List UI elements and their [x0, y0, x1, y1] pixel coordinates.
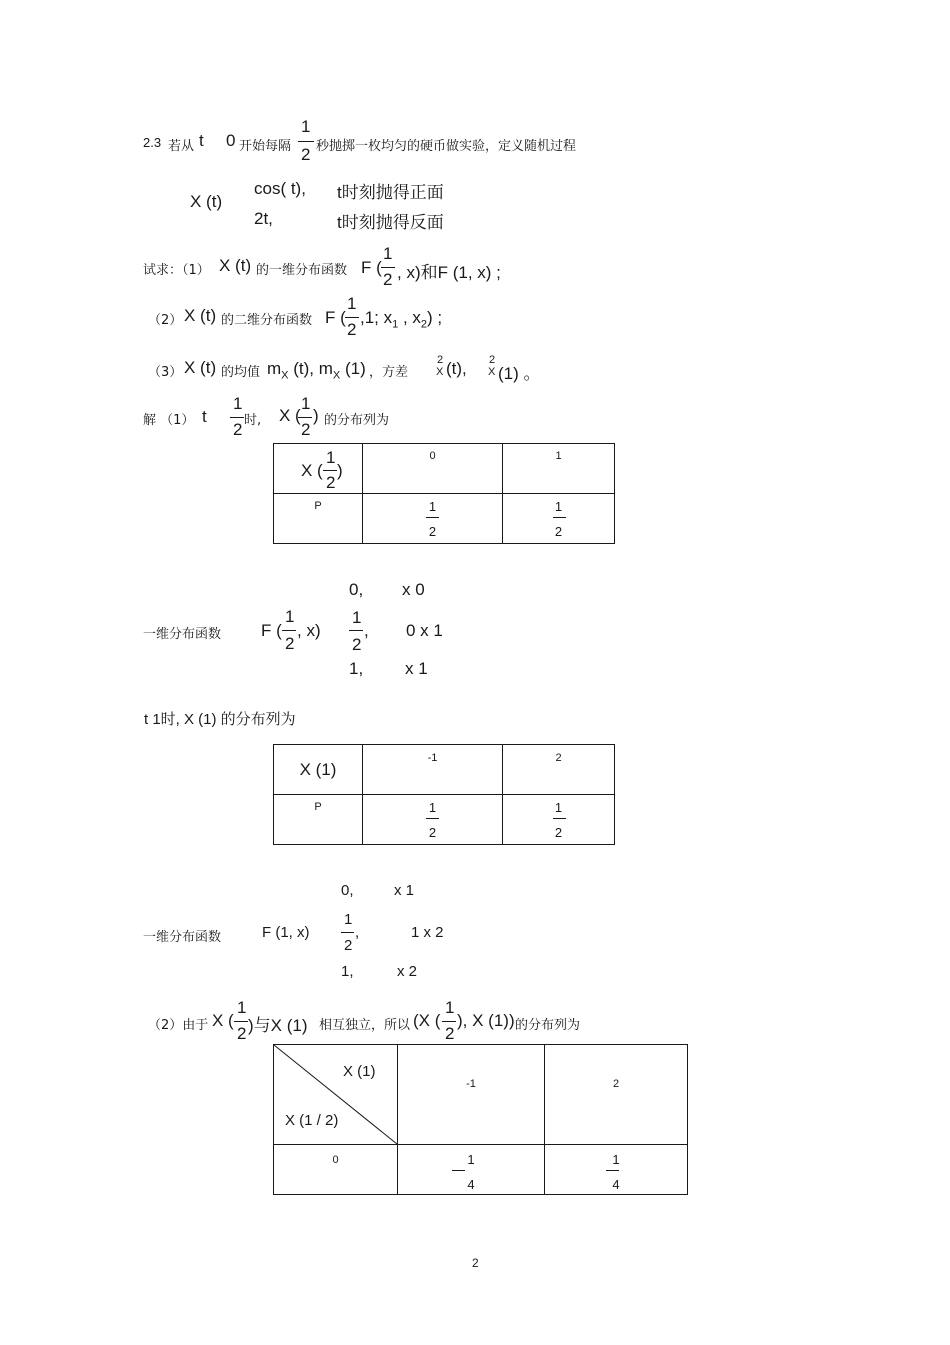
- t3-p0-bar: [452, 1170, 465, 1171]
- sol-t: t: [202, 407, 207, 426]
- symbol-zero: 0: [226, 131, 236, 150]
- q2-f-b: [360, 308, 442, 330]
- t2-p1-bar: [553, 818, 566, 819]
- table3-row-value: 0: [274, 1145, 398, 1195]
- table-dist-one: [273, 744, 615, 845]
- q3-x: X (t): [184, 358, 217, 377]
- part2-label: （2）由于: [148, 1018, 209, 1033]
- table-dist-half: [273, 443, 615, 544]
- cdf2-row3-val: 1,: [341, 963, 354, 980]
- q3-subx-1: X: [436, 366, 444, 378]
- q2-label: （2）: [148, 313, 183, 328]
- q3-text: 的均值: [221, 365, 261, 380]
- q1-half-bar: [381, 267, 395, 268]
- q3-mean: [267, 359, 366, 381]
- table2-prob-1: 1 2: [503, 795, 615, 845]
- part2-mid: )与X (1): [248, 1016, 308, 1035]
- interval-fraction-den: 2: [301, 145, 311, 164]
- q2-x: X (t): [184, 306, 217, 325]
- sol-x-half-num: 1: [301, 394, 311, 413]
- q2-half-den: 2: [347, 320, 357, 339]
- cdf2-row2-comma: ,: [355, 924, 360, 941]
- q2-half-num: 1: [347, 294, 357, 313]
- q2-sub2: 2: [420, 318, 428, 331]
- part2-x: X (: [212, 1011, 234, 1030]
- definition-row2-expr: 2t,: [254, 209, 273, 228]
- q3-label: （3）: [148, 365, 183, 380]
- cdf1-lhs-b: , x): [297, 621, 321, 640]
- definition-lhs: X (t): [190, 192, 223, 211]
- cdf2-row2-den: 2: [344, 937, 353, 954]
- cdf2-row2-cond: 1 x 2: [411, 924, 444, 941]
- table3-corner-cell: [274, 1045, 398, 1145]
- cdf1-row1-cond: x 0: [402, 580, 425, 599]
- q2-f-c: , x: [398, 308, 421, 327]
- table2-prob-0: 1 2: [363, 795, 503, 845]
- problem-intro-b: 开始每隔: [239, 139, 292, 154]
- sol-half-bar: [230, 417, 244, 418]
- part2-tail: 的分布列为: [515, 1018, 581, 1033]
- sol-x-open: X (: [279, 406, 301, 425]
- sol-x-half-den: 2: [301, 420, 311, 439]
- q1-text: 的一维分布函数: [256, 263, 348, 278]
- q2-f-d: ) ;: [427, 308, 443, 327]
- part2-pair-half-num: 1: [445, 998, 455, 1017]
- table1-prob-0: 1 2: [363, 494, 503, 544]
- q3-sup-1: 2: [437, 354, 444, 366]
- q3-m1-arg: (t), m: [288, 359, 333, 378]
- sol-dist-text: 的分布列为: [324, 413, 390, 428]
- q3-var-text: ，方差: [369, 365, 409, 380]
- table3-header-1: 2: [545, 1045, 688, 1145]
- t1-half-num: 1: [326, 448, 336, 467]
- symbol-t: t: [199, 131, 204, 150]
- q2-sub1: 1: [392, 318, 399, 331]
- cdf2-row3-cond: x 2: [397, 963, 418, 980]
- sol-time-suffix: 时,: [244, 413, 262, 428]
- sol-half-num: 1: [233, 394, 243, 413]
- q3-v2: (1) 。: [498, 364, 541, 383]
- table3-diagonal-line: [274, 1045, 397, 1144]
- cdf1-row3-val: 1,: [349, 659, 364, 678]
- q3-sub1: X: [281, 369, 289, 382]
- cdf2-row1-val: 0,: [341, 882, 354, 899]
- sol-half-den: 2: [233, 420, 243, 439]
- cdf2-row1-cond: x 1: [394, 882, 415, 899]
- q1-label: 试求：（1）: [143, 263, 210, 278]
- t1-p0-bar: [426, 517, 439, 518]
- t1-x-open: X (: [301, 461, 323, 480]
- cdf1-row3-cond: x 1: [405, 659, 428, 678]
- part2-pair-b: ), X (1)): [457, 1011, 515, 1030]
- cdf1-row1-val: 0,: [349, 580, 364, 599]
- table2-row-label: P: [274, 795, 363, 845]
- cdf1-lhs-a: F (: [261, 621, 282, 640]
- sol-x-half-bar: [298, 417, 312, 418]
- table2-header-label: X (1): [274, 745, 363, 795]
- table3-prob-1: 1 4: [545, 1145, 688, 1195]
- q3-sub2: X: [332, 369, 341, 382]
- solution-label: 解 （1）: [143, 413, 195, 428]
- table1-header-0: 0: [363, 444, 503, 494]
- part2-half-bar: [234, 1021, 248, 1022]
- problem-intro-c: 秒抛掷一枚均匀的硬币做实验，定义随机过程: [316, 139, 577, 154]
- table3-header-0: -1: [398, 1045, 545, 1145]
- part2-pair-half-den: 2: [445, 1024, 455, 1043]
- table2-header-1: 2: [503, 745, 615, 795]
- cdf1-row2-cond: 0 x 1: [406, 621, 443, 640]
- q1-half-num: 1: [383, 244, 393, 263]
- cdf1-label: 一维分布函数: [143, 627, 222, 642]
- cdf2-label: 一维分布函数: [143, 930, 222, 945]
- t1-p1-bar: [553, 517, 566, 518]
- q2-half-bar: [345, 317, 359, 318]
- q1-f1-b: , x)和F (1, x) ;: [397, 263, 501, 282]
- t1-half-den: 2: [326, 473, 336, 492]
- table3-col-label: X (1): [343, 1063, 376, 1080]
- q2-f-a: F (: [325, 308, 346, 327]
- definition-row2-cond: t时刻抛得反面: [337, 213, 444, 232]
- interval-fraction-bar: [298, 141, 314, 142]
- q1-f1-a: F (: [361, 258, 382, 277]
- q1-half-den: 2: [383, 270, 393, 289]
- cdf2-row2-bar: [341, 932, 354, 933]
- t1-x-close: ): [337, 461, 343, 480]
- cdf1-row2-num: 1: [352, 608, 362, 627]
- q2-text: 的二维分布函数: [221, 313, 313, 328]
- q3-v1: (t),: [446, 359, 467, 378]
- table3-prob-0: 1 4: [398, 1145, 545, 1195]
- table1-row-label: P: [274, 494, 363, 544]
- cdf1-half-bar: [282, 630, 296, 631]
- part2-pair-half-bar: [442, 1021, 456, 1022]
- t2-p0-bar: [426, 818, 439, 819]
- sol-x-close: ): [313, 406, 319, 425]
- table1-prob-1: 1 2: [503, 494, 615, 544]
- cdf1-half-den: 2: [285, 634, 295, 653]
- q2-f-b-text: ,1; x: [360, 308, 393, 327]
- cdf2-lhs: F (1, x): [262, 924, 310, 941]
- cdf1-row2-comma: ,: [364, 621, 369, 640]
- definition-row1-cond: t时刻抛得正面: [337, 183, 444, 202]
- problem-number: 2.3: [143, 135, 162, 150]
- cdf1-row2-bar: [349, 630, 363, 631]
- q1-x: X (t): [219, 256, 252, 275]
- part2-pair-a: (X (: [413, 1011, 441, 1030]
- part2-half-num: 1: [237, 998, 247, 1017]
- definition-row1-expr: cos( t),: [254, 179, 306, 198]
- table-joint-dist: [273, 1044, 688, 1195]
- q3-m2-arg: (1): [340, 359, 366, 378]
- cdf1-row2-den: 2: [352, 635, 362, 654]
- cdf2-row2-num: 1: [344, 911, 353, 928]
- cdf1-half-num: 1: [285, 607, 295, 626]
- table2-header-0: -1: [363, 745, 503, 795]
- t1-line: t 1时, X (1) 的分布列为: [144, 711, 296, 728]
- problem-intro-a: 若从: [168, 139, 195, 154]
- part2-text: 相互独立，所以: [319, 1018, 411, 1033]
- page-number: 2: [472, 1256, 479, 1270]
- part2-half-den: 2: [237, 1024, 247, 1043]
- interval-fraction-num: 1: [301, 117, 311, 136]
- t3-p1-bar: [606, 1170, 619, 1171]
- q3-m1: m: [267, 359, 282, 378]
- q3-sup-2: 2: [489, 354, 496, 366]
- table1-header-1: 1: [503, 444, 615, 494]
- t1-half-bar: [323, 470, 337, 471]
- table1-header-label: [274, 444, 363, 494]
- table3-row-label: X (1 / 2): [285, 1112, 339, 1129]
- q3-subx-2: X: [488, 366, 496, 378]
